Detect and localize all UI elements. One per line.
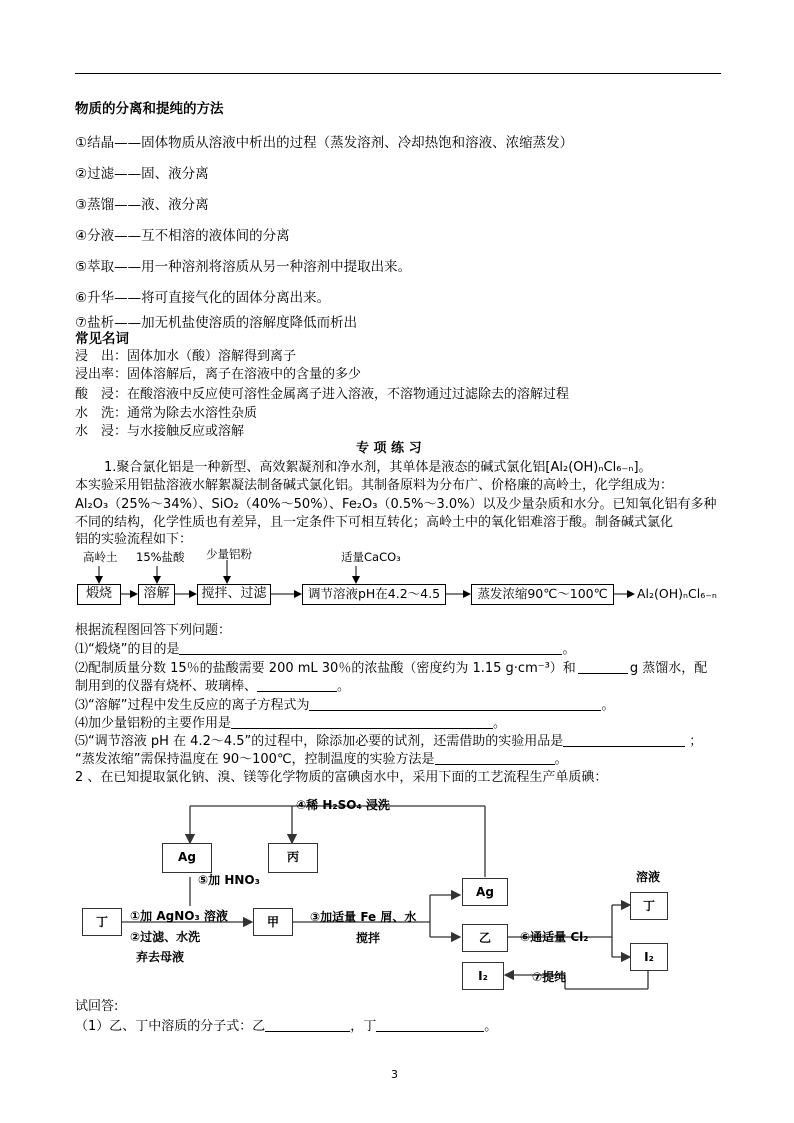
q1-line1: 1.聚合氯化铝是一种新型、高效絮凝剂和净水剂，其单体是液态的碱式氯化铝[Al₂(OH)ₙCl₆₋ₙ]。 [104, 460, 652, 475]
q1-sub1-period: 。 [562, 642, 576, 657]
q2-discard-label: 弃去母液 [136, 950, 185, 964]
flow-product: Al₂(OH)ₙCl₆₋ₙ [637, 586, 717, 601]
flow-box-dissolve: 溶解 [138, 584, 175, 605]
q1-sub2c-period: 。 [337, 679, 351, 694]
term-1: 浸 出：固体加水（酸）溶解得到离子 [75, 349, 297, 364]
q1-sub5-row [75, 733, 702, 750]
answer-blank-2a[interactable] [578, 660, 628, 674]
q2-box-ding-right: 丁 [630, 892, 668, 920]
flow-input-kaolin: 高岭土 [83, 550, 118, 564]
q2-ask: 试回答: [75, 999, 119, 1014]
term-2: 浸出率：固体溶解后，离子在溶液中的含量的多少 [75, 367, 362, 382]
q1-line4: 不同的结构，化学性质也有差异，且一定条件下可相互转化；高岭土中的氧化铝难溶于酸。制备碱式氯化 [75, 515, 674, 530]
q2-box-jia: 甲 [253, 908, 293, 936]
term-4: 水 洗：通常为除去水溶性杂质 [75, 406, 258, 421]
q2-box-i2-left: I₂ [462, 962, 504, 990]
q1-sub5b-period: 。 [554, 752, 568, 767]
q2-box-ag-mid: Ag [462, 878, 508, 906]
q2-step7-label: ⑦提纯 [532, 970, 567, 984]
q2-sub1-end: 。 [484, 1019, 498, 1034]
answer-blank-5b[interactable] [435, 751, 555, 765]
q2-box-bing: 丙 [268, 843, 318, 873]
q2-box-ding-left: 丁 [82, 908, 122, 936]
page-number: 3 [391, 1068, 398, 1081]
q1-sub3-period: 。 [601, 698, 615, 713]
q1-sub1-text: ⑴“煅烧”的目的是 [75, 642, 180, 657]
method-5: ⑤萃取——用一种溶剂将溶质从另一种溶剂中提取出来。 [75, 259, 412, 275]
q2-sub1-row [75, 1018, 497, 1035]
answer-blank-q2-ding[interactable] [376, 1018, 484, 1032]
terms-title: 常见名词 [75, 331, 129, 347]
method-1: ①结晶——固体物质从溶液中析出的过程（蒸发溶剂、冷却热饱和溶液、浓缩蒸发） [75, 135, 574, 151]
section-title: 物质的分离和提纯的方法 [75, 101, 224, 117]
answer-blank-4[interactable] [231, 715, 493, 729]
q2-box-ag-top: Ag [162, 843, 212, 873]
q1-sub3-text: ⑶“溶解”过程中发生反应的离子方程式为 [75, 698, 310, 713]
q1-sub5-text: ⑸“调节溶液 pH 在 4.2～4.5”的过程中，除添加必要的试剂，还需借助的实验用品是 [75, 734, 564, 749]
method-6: ⑥升华——将可直接气化的固体分离出来。 [75, 290, 331, 306]
q2-sub1-mid: ，丁 [350, 1019, 377, 1034]
q1-sub2-tail: g 蒸馏水，配 [629, 661, 708, 676]
q1-sub2c-text: 制用到的仪器有烧杯、玻璃棒、 [75, 679, 258, 694]
answer-blank-2b[interactable] [257, 678, 337, 692]
method-7: ⑦盐析——加无机盐使溶质的溶解度降低而析出 [75, 315, 358, 331]
header-rule [75, 73, 721, 74]
flow-input-caco3: 适量CaCO₃ [341, 550, 401, 564]
method-2: ②过滤——固、液分离 [75, 166, 209, 182]
q1-sub1-row [75, 641, 576, 658]
q1-sub2-text: ⑵配制质量分数 15％的盐酸需要 200 mL 30％的浓盐酸（密度约为 1.15 g·cm⁻³）和 [75, 661, 576, 676]
flow-input-al-powder: 少量铝粉 [206, 547, 252, 561]
flow-box-stir-filter: 搅拌、过滤 [197, 584, 271, 605]
flow-box-calcine: 煅烧 [77, 584, 121, 605]
q2-stir-label: 搅拌 [356, 931, 381, 945]
q2-intro: 2 、在已知提取氯化钠、溴、镁等化学物质的富碘卤水中，采用下面的工艺流程生产单质碘： [75, 770, 608, 785]
q2-box-yi: 乙 [462, 924, 508, 952]
q1-line3: Al₂O₃（25%～34%）、SiO₂（40%～50%）、Fe₂O₃（0.5%～3.0%）以及少量杂质和水分。已知氧化铝有多种 [75, 497, 717, 512]
flow-box-adjust-ph: 调节溶液pH在4.2～4.5 [302, 584, 446, 605]
q1-sub2-row [75, 660, 707, 677]
q2-step6-label: ⑥通适量 Cl₂ [520, 930, 589, 944]
q2-solution-label: 溶液 [636, 870, 661, 884]
flow-input-hcl: 15%盐酸 [136, 550, 185, 564]
q1-line5: 铝的实验流程如下： [75, 532, 193, 547]
q2-step2-label: ②过滤、水洗 [130, 930, 201, 944]
q1-sub4-row [75, 715, 506, 732]
q2-step5-label: ⑤加 HNO₃ [198, 873, 260, 887]
q2-box-i2-right: I₂ [630, 943, 668, 971]
method-3: ③蒸馏——液、液分离 [75, 197, 209, 213]
q2-step4-label: ④稀 H₂SO₄ 浸洗 [296, 798, 390, 812]
q1-sub5b-text: “蒸发浓缩”需保持温度在 90～100℃，控制温度的实验方法是 [75, 752, 435, 767]
q1-sub4-period: 。 [493, 716, 507, 731]
q1-sub4-text: ⑷加少量铝粉的主要作用是 [75, 716, 232, 731]
q1-sub5-semicolon: ； [689, 734, 703, 749]
answer-blank-q2-yi[interactable] [265, 1018, 350, 1032]
q2-step1-label: ①加 AgNO₃ 溶液 [130, 909, 228, 923]
q2-sub1-text: （1）乙、丁中溶质的分子式：乙 [75, 1019, 266, 1034]
flowchart-2-lines [0, 785, 794, 995]
q1-sub5b-row [75, 751, 568, 768]
q1-sub3-row [75, 697, 615, 714]
practice-title: 专 项 练 习 [356, 441, 422, 456]
answer-blank-5a[interactable] [563, 733, 685, 747]
term-3: 酸 浸：在酸溶液中反应使可溶性金属离子进入溶液，不溶物通过过滤除去的溶解过程 [75, 387, 570, 402]
term-5: 水 浸：与水接触反应或溶解 [75, 424, 245, 439]
q1-sub2c-row [75, 678, 350, 695]
flow-box-evaporate: 蒸发浓缩90℃～100℃ [471, 584, 614, 605]
method-4: ④分液——互不相溶的液体间的分离 [75, 228, 290, 244]
q1-prompt: 根据流程图回答下列问题： [75, 623, 232, 638]
answer-blank-1[interactable] [179, 641, 562, 655]
answer-blank-3[interactable] [309, 697, 601, 711]
q1-line2: 本实验采用铝盐溶液水解絮凝法制备碱式氯化铝。其制备原料为分布广、价格廉的高岭土，化学组成为： [75, 478, 674, 493]
q2-step3-label: ③加适量 Fe 屑、水 [310, 910, 417, 924]
